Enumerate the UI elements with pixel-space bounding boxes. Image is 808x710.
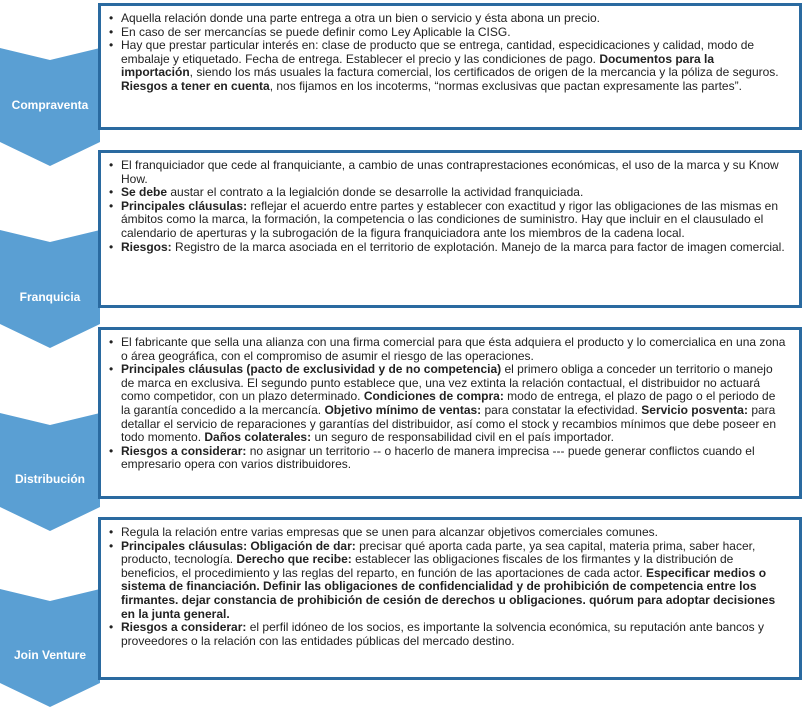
- bullet-list: [109, 336, 787, 472]
- section-label: Join Venture: [13, 648, 87, 662]
- bullet-item: [109, 363, 787, 445]
- text: el primero obliga a conceder un territorio o manejo de marca en exclusiva. El segundo punto establece que, una vez extinta la relación contactual, el distribuidor no actuará como competidor, con un plazo determinado.: [121, 362, 773, 404]
- text: Aquella relación donde una parte entrega a otra un bien o servicio y ésta abona un precio.: [121, 11, 600, 25]
- text: Hay que prestar particular interés en: clase de producto que se entrega, cantidad, especidicaciones y calidad, modo de embalaje y etiquetado. Fecha de entrega. Establecer el precio y las condiciones de pago.: [121, 38, 755, 66]
- bullet-item: [109, 445, 787, 472]
- bold-text: Riesgos a tener en cuenta: [121, 78, 270, 93]
- content-box-join-venture: [98, 517, 802, 680]
- bullet-item: [109, 12, 787, 26]
- bullet-item: [109, 336, 787, 363]
- bullet-list: [109, 12, 787, 94]
- text: el perfil idóneo de los socios, es importante la solvencia económica, su reputación ante bancos y proveedores o la relación con las entidades públicas del mercado destino.: [121, 620, 765, 648]
- bold-text: Principales cláusulas (pacto de exclusividad y de no competencia): [121, 362, 502, 377]
- bullet-item: [109, 540, 787, 622]
- text: Regula la relación entre varias empresas que se unen para alcanzar objetivos comerciales comunes.: [121, 525, 658, 539]
- bullet-item: [109, 526, 787, 540]
- bullet-item: [109, 621, 787, 648]
- text: austar el contrato a la legialción donde se desarrolle la actividad franquiciada.: [167, 185, 584, 200]
- chevron-join-venture: [0, 589, 100, 707]
- text: modo de entrega, el plazo de pago o el periodo de la garantía concedido a la mercancía.: [121, 389, 776, 417]
- bullet-item: [109, 39, 787, 93]
- text: un seguro de responsabilidad civil en el país importador.: [311, 430, 614, 445]
- bold-text: Se debe: [121, 185, 168, 200]
- bold-text: Objetivo mínimo de ventas:: [324, 402, 482, 417]
- section-label: Compraventa: [11, 98, 89, 112]
- bold-text: Daños colaterales:: [204, 430, 312, 445]
- bold-text: Principales cláusulas: Obligación de dar:: [121, 538, 356, 553]
- bullet-list: [109, 159, 787, 254]
- section-join-venture: [0, 514, 808, 710]
- bullet-item: [109, 186, 787, 200]
- bullet-item: [109, 159, 787, 186]
- bullet-item: [109, 241, 787, 255]
- text: El fabricante que sella una alianza con una firma comercial para que ésta adquiera el producto y lo comercialica en una zona o área geográfica, con el compromiso de asumir el riesgo de las operaciones.: [121, 335, 786, 363]
- bold-text: Derecho que recibe:: [236, 552, 352, 567]
- text: precisar qué aporta cada parte, ya sea capital, materia prima, saber hacer, producto, tecnología.: [121, 538, 756, 567]
- content-box-franquicia: [98, 150, 802, 308]
- section-compraventa: [0, 0, 808, 170]
- text: , nos fijamos en los incoterms, “normas exclusivas que pactan expresamente las partes”.: [269, 78, 742, 93]
- section-label: Franquicia: [19, 290, 81, 304]
- text: establecer las obligaciones fiscales de los firmantes y la distribución de beneficios, el procedimiento y las reglas del reparto, en función de las aportaciones de cada actor.: [121, 552, 734, 580]
- bold-text: Riesgos:: [121, 239, 172, 254]
- bold-text: Principales cláusulas:: [121, 198, 248, 213]
- text: , siendo los más usuales la factura comercial, los certificados de origen de la mercancia y la póliza de seguros.: [189, 65, 779, 80]
- content-box-compraventa: [98, 3, 802, 130]
- text: En caso de ser mercancías se puede definir como Ley Aplicable la CISG.: [121, 24, 511, 39]
- text: Registro de la marca asociada en el territorio de explotación. Manejo de la marca para factor de imagen comercial.: [171, 239, 785, 254]
- bullet-item: [109, 200, 787, 241]
- text: El franquiciador que cede al franquiciante, a cambio de unas contraprestaciones económicas, el uso de la marca y su Know How.: [121, 158, 779, 186]
- bold-text: Documentos para la importación: [121, 51, 715, 80]
- bold-text: Riesgos a considerar:: [121, 443, 247, 458]
- text: para constatar la efectividad.: [481, 402, 642, 417]
- bullet-item: [109, 26, 787, 40]
- text: reflejar el acuerdo entre partes y establecer con exactitud y rigor las obligaciones de las mismas en ámbitos como la marca, la formación, la competencia o las condiciones de suministro. Hay que incluir en el clausulado el calendario de aperturas y la subrogación de la figura franquiciadora ante los miembros de la cadena local.: [121, 198, 778, 240]
- bold-text: Riesgos a considerar:: [121, 620, 247, 635]
- bold-text: Condiciones de compra:: [363, 389, 504, 404]
- bullet-list: [109, 526, 787, 648]
- section-franquicia: [0, 148, 808, 348]
- text: no asignar un territorio -- o hacerlo de manera imprecisa --- puede generar conflictos cuando el empresario opera con varios distribuidores.: [121, 443, 755, 472]
- bold-text: Servicio posventa:: [641, 402, 748, 417]
- text: para detallar el servicio de reparaciones y garantías del distribuidor, así como el stock y recambios mínimos que debe poseer en todo momento.: [121, 402, 777, 445]
- section-distribucion: [0, 325, 808, 540]
- section-label: Distribución: [14, 472, 85, 486]
- content-box-distribucion: [98, 327, 802, 499]
- bold-text: Especificar medios o sistema de financiación. Definir las obligaciones de confidencialidad y de prohibición de competencia entre los firmantes. dejar constancia de prohibición de cesión de derechos u obligaciones. quórum para adoptar decisiones en la junta general.: [121, 565, 776, 621]
